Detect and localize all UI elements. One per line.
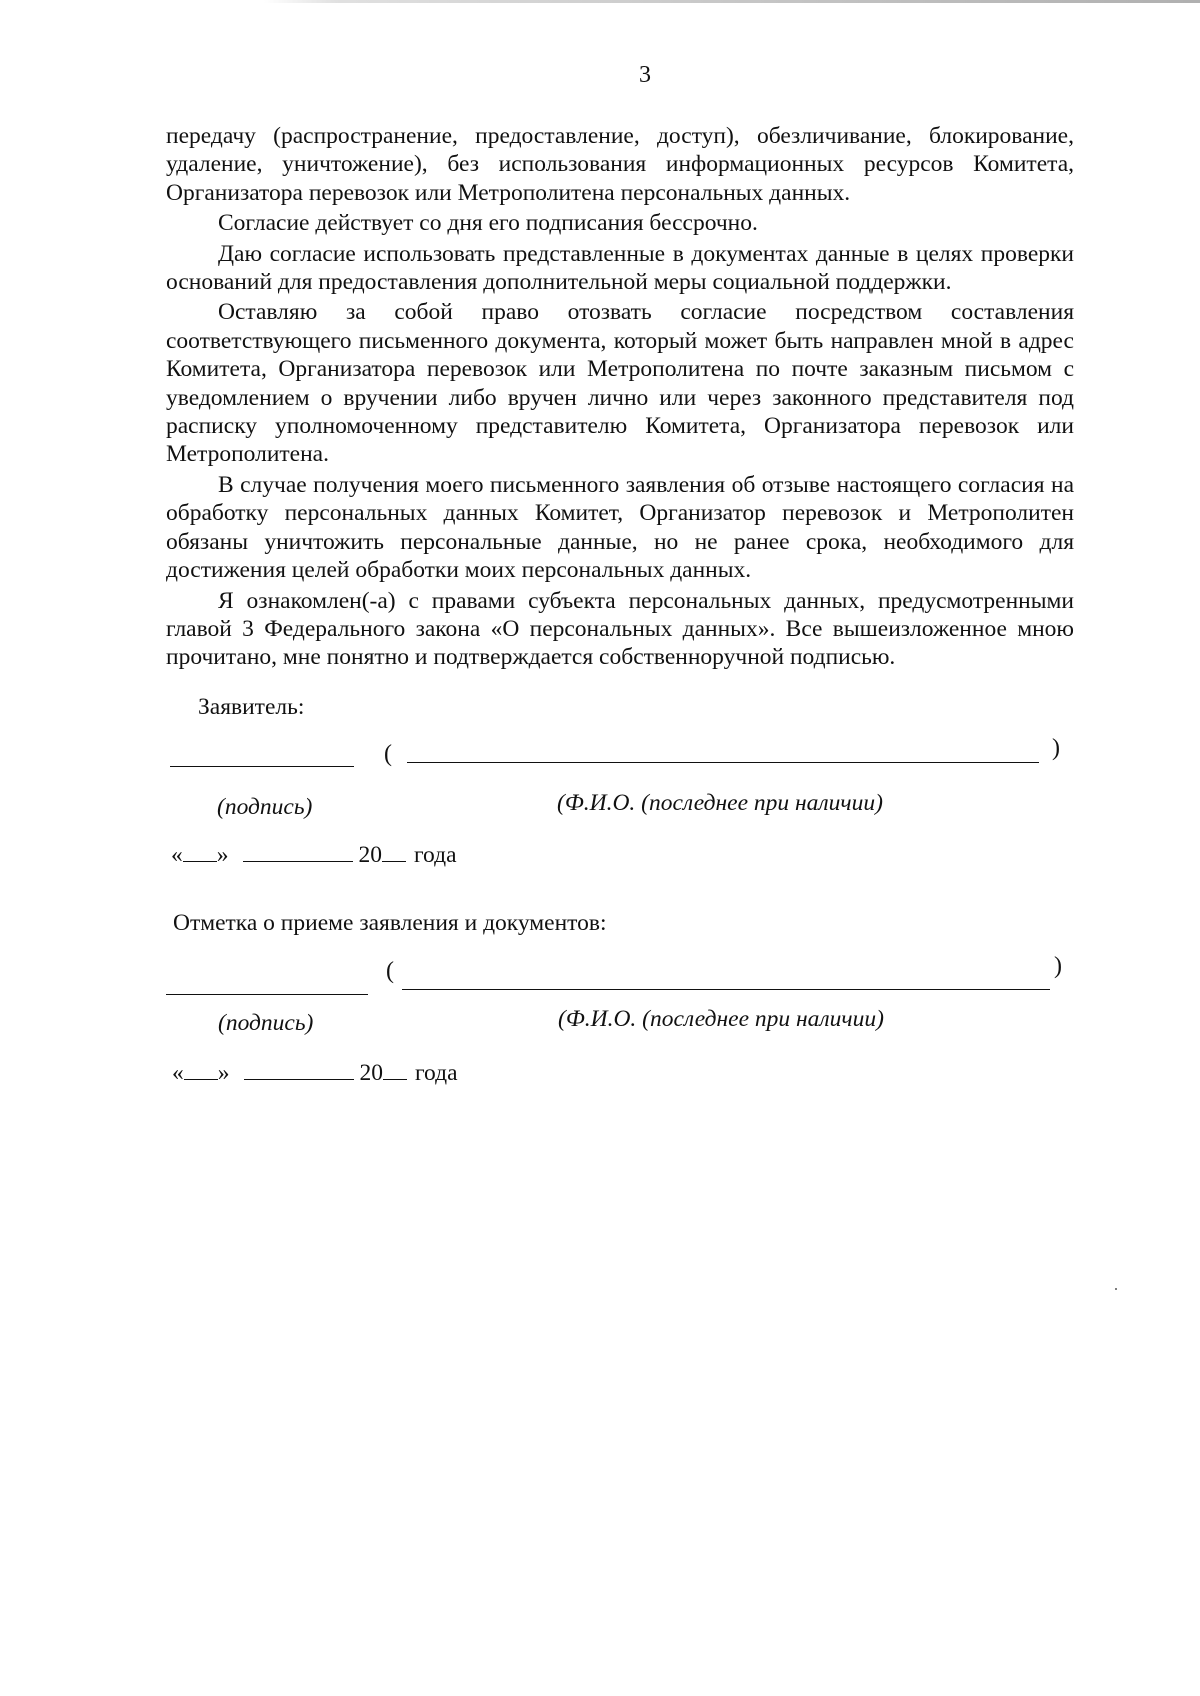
applicant-name-line[interactable] xyxy=(407,762,1039,763)
page-number: 3 xyxy=(639,62,651,88)
reception-date-row xyxy=(172,1059,458,1087)
paragraph-data-use: Даю согласие использовать представленные в документах данные в целях проверки оснований для предоставления дополнительной меры социальной поддержки. xyxy=(166,240,1074,296)
reception-month-blank[interactable] xyxy=(244,1059,354,1080)
applicant-paren-open: ( xyxy=(384,741,392,767)
scan-speck xyxy=(1115,1288,1117,1290)
applicant-heading: Заявитель: xyxy=(198,694,305,720)
paragraph-validity: Согласие действует со дня его подписания бессрочно. xyxy=(218,210,758,237)
reception-heading: Отметка о приеме заявления и документов: xyxy=(173,910,607,936)
paragraph-acknowledgement: Я ознакомлен(-а) с правами субъекта персональных данных, предусмотренными главой 3 Федерального закона «О персональных данных». Все вышеизложенное мною прочитано, мне понятно и подтверждается собственноручной подписью. xyxy=(166,587,1074,671)
applicant-signature-caption: (подпись) xyxy=(217,794,313,820)
applicant-date-suffix: года xyxy=(414,842,457,868)
reception-day-blank[interactable] xyxy=(184,1059,218,1080)
reception-paren-close: ) xyxy=(1054,953,1062,979)
reception-signature-line[interactable] xyxy=(166,994,368,995)
applicant-date-close-quote: » xyxy=(216,842,229,868)
applicant-year-blank[interactable] xyxy=(382,841,406,862)
reception-date-close-quote: » xyxy=(217,1060,230,1086)
reception-date-open-quote: « xyxy=(172,1060,184,1086)
reception-paren-open: ( xyxy=(386,958,394,984)
reception-name-caption: (Ф.И.О. (последнее при наличии) xyxy=(558,1006,884,1032)
applicant-day-blank[interactable] xyxy=(183,841,217,862)
applicant-paren-close: ) xyxy=(1052,735,1060,761)
applicant-month-blank[interactable] xyxy=(243,841,353,862)
paragraph-revocation-effect: В случае получения моего письменного заявления об отзыве настоящего согласия на обработку персональных данных Комитет, Организатор перевозок и Метрополитен обязаны уничтожить персональные данные, но не ранее срока, необходимого для достижения целей обработки моих персональных данных. xyxy=(166,471,1074,584)
paragraph-processing-list: передачу (распространение, предоставление, доступ), обезличивание, блокирование, удаление, уничтожение), без использования информационных ресурсов Комитета, Организатора перевозок или Метрополитена персональных данных. xyxy=(166,123,1074,206)
reception-year-blank[interactable] xyxy=(383,1059,407,1080)
paragraph-revocation-right: Оставляю за собой право отозвать согласие посредством составления соответствующего письменного документа, который может быть направлен мной в адрес Комитета, Организатора перевозок или Метрополитена по почте заказным письмом с уведомлением о вручении либо вручен лично или через законного представителя под расписку уполномоченному представителю Комитета, Организатора перевозок или Метрополитена. xyxy=(166,299,1074,468)
reception-year-prefix: 20 xyxy=(359,1060,383,1086)
reception-date-suffix: года xyxy=(415,1060,458,1086)
applicant-year-prefix: 20 xyxy=(358,842,382,868)
applicant-signature-line[interactable] xyxy=(170,766,354,767)
applicant-name-caption: (Ф.И.О. (последнее при наличии) xyxy=(557,790,883,816)
consent-body xyxy=(166,122,1074,672)
reception-signature-caption: (подпись) xyxy=(218,1010,314,1036)
scan-edge-shadow xyxy=(0,0,1200,3)
reception-name-line[interactable] xyxy=(402,989,1050,990)
applicant-date-row xyxy=(171,841,457,869)
applicant-date-open-quote: « xyxy=(171,842,183,868)
